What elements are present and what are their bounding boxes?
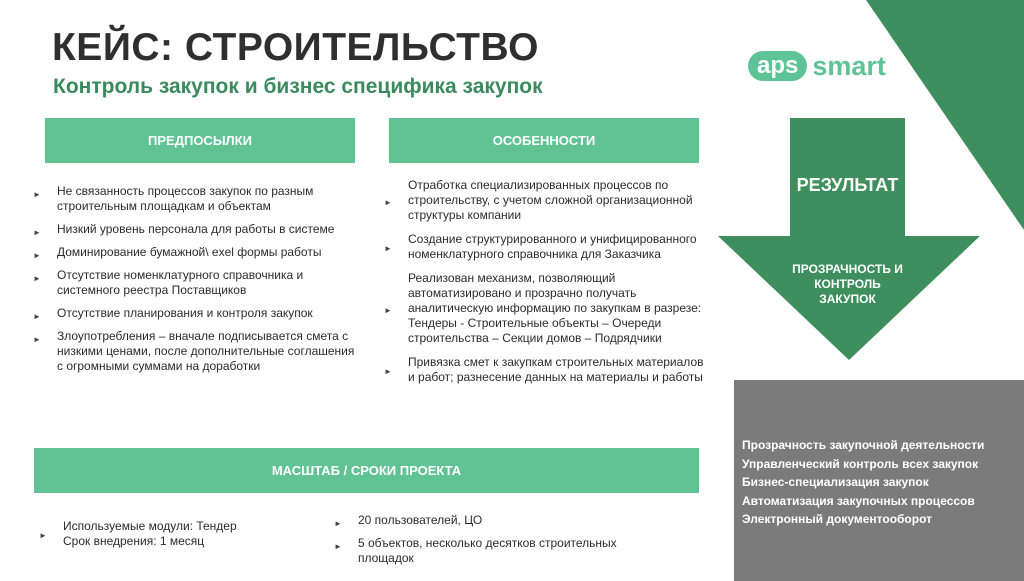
list-item — [384, 355, 704, 385]
list-item-text: Отсутствие планирования и контроля закупок — [57, 306, 313, 320]
objects-text: 5 объектов, несколько десятков строительных площадок — [358, 536, 617, 565]
result-item: Бизнес-специализация закупок — [742, 475, 929, 489]
modules-list — [39, 519, 299, 549]
list-item-text: Низкий уровень персонала для работы в системе — [57, 222, 335, 236]
list-item — [33, 306, 363, 321]
duration-line: Срок внедрения: 1 месяц — [63, 534, 205, 548]
features-list — [384, 178, 704, 394]
list-item-text: Не связанность процессов закупок по разным строительным площадкам и объектам — [57, 184, 314, 213]
list-item — [33, 245, 363, 260]
result-title: РЕЗУЛЬТАТ — [796, 175, 899, 195]
arrow-bullet-icon: ► — [384, 367, 392, 376]
arrow-bullet-icon: ► — [384, 305, 392, 315]
page-subtitle: Контроль закупок и бизнес специфика закупок — [53, 75, 543, 98]
scale-list — [334, 513, 664, 574]
modules-line: Используемые модули: Тендер — [63, 519, 237, 533]
arrow-bullet-icon: ► — [384, 244, 392, 253]
arrow-bullet-icon: ► — [334, 519, 342, 528]
list-item — [384, 178, 704, 223]
arrow-bullet-icon: ► — [33, 312, 41, 321]
list-item-text: Создание структурированного и унифицированного номенклатурного справочника для Заказчика — [408, 232, 697, 261]
list-item — [334, 513, 664, 528]
list-item-text: Отсутствие номенклатурного справочника и системного реестра Поставщиков — [57, 268, 304, 297]
aps-smart-logo — [748, 48, 886, 84]
arrow-bullet-icon: ► — [33, 251, 41, 260]
arrow-bullet-icon: ► — [384, 197, 392, 207]
logo-smart-text: smart — [812, 50, 886, 81]
list-item-text: Привязка смет к закупкам строительных материалов и работ; разнесение данных на материалы и работы — [408, 355, 704, 384]
arrow-bullet-icon: ► — [39, 531, 47, 540]
arrow-bullet-icon: ► — [33, 274, 41, 283]
results-list — [742, 436, 1022, 529]
list-item — [384, 232, 704, 262]
result-subtitle: ПРОЗРАЧНОСТЬ И КОНТРОЛЬ ЗАКУПОК — [792, 262, 903, 306]
page-title: КЕЙС: СТРОИТЕЛЬСТВО — [52, 26, 540, 69]
result-item: Управленческий контроль всех закупок — [742, 456, 979, 471]
list-item-text: Доминирование бумажной\ exel формы работы — [57, 245, 322, 259]
scale-header: МАСШТАБ / СРОКИ ПРОЕКТА — [34, 448, 699, 493]
result-item: Автоматизация закупочных процессов — [742, 493, 975, 508]
list-item — [33, 222, 363, 237]
list-item-text: Злоупотребления – вначале подписывается смета с низкими ценами, после дополнительные соглашения с огромными суммами на доработки — [57, 329, 355, 373]
list-item — [39, 519, 299, 549]
arrow-bullet-icon: ► — [33, 228, 41, 237]
logo-aps-text: aps — [748, 51, 807, 81]
list-item-text: Реализован механизм, позволяющий автоматизировано и прозрачно получать аналитическую информацию по закупкам в разрезе: Тендеры - Строительные объекты – Очереди строительства – Секции домов – Подрядчики — [408, 271, 702, 345]
list-item — [33, 329, 363, 374]
features-header: ОСОБЕННОСТИ — [389, 118, 699, 163]
list-item — [334, 536, 664, 566]
arrow-bullet-icon: ► — [33, 190, 41, 199]
prerequisites-list — [33, 184, 363, 382]
arrow-bullet-icon: ► — [33, 335, 41, 344]
prerequisites-header: ПРЕДПОСЫЛКИ — [45, 118, 355, 163]
result-arrow-shape — [718, 118, 980, 360]
result-item: Электронный документооборот — [742, 512, 933, 526]
list-item — [33, 268, 363, 298]
users-text: 20 пользователей, ЦО — [358, 513, 483, 527]
result-item: Прозрачность закупочной деятельности — [742, 438, 985, 452]
list-item — [33, 184, 363, 214]
list-item — [384, 271, 704, 346]
arrow-bullet-icon: ► — [334, 542, 342, 551]
list-item-text: Отработка специализированных процессов по строительству, с учетом сложной организационной структуры компании — [408, 178, 693, 222]
